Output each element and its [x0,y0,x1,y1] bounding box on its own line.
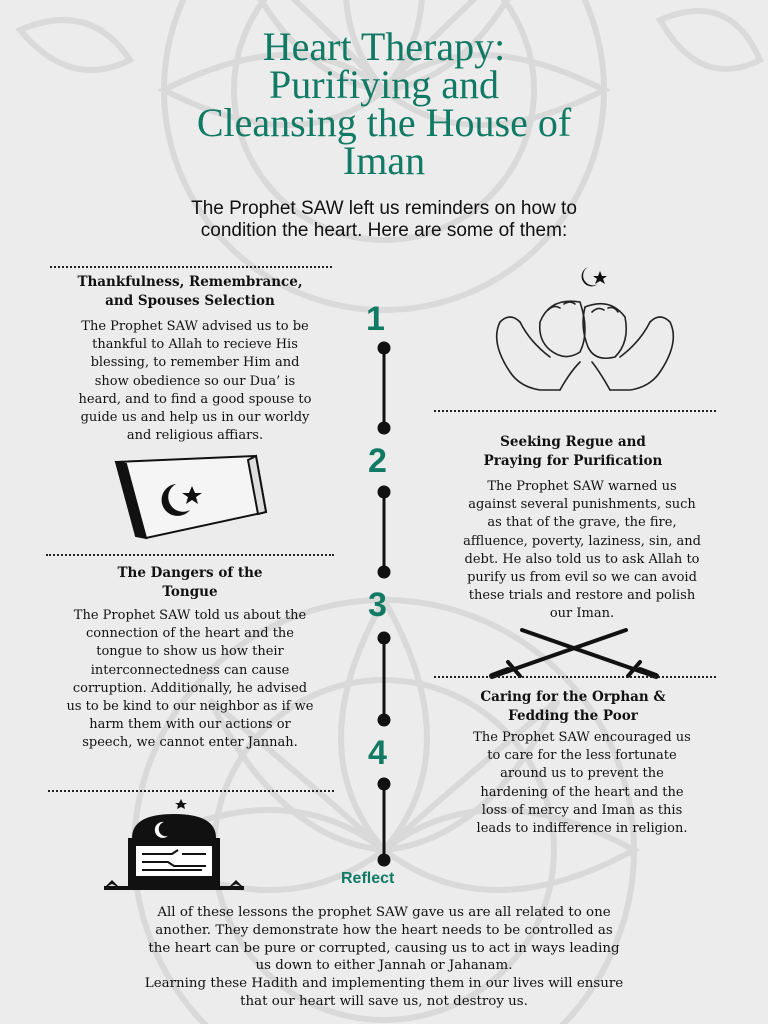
body-line: The Prophet SAW told us about the [73,608,307,623]
body-line: guide us and help us in our worldy [80,410,310,426]
body-line: us to be kind to our neighbor as if we [66,699,314,715]
intro-text [60,198,708,242]
heading-line: The Dangers of the [117,565,263,581]
reflect-line: that our heart will save us, not destroy us. [240,993,528,1009]
title-line: Iman [342,138,426,183]
divider [50,266,332,268]
step-1-heading [10,273,370,311]
body-line: corruption. Additionally, he advised [72,680,308,696]
title-line: Cleansing the House of [196,100,572,145]
intro-line: condition the heart. Here are some of them: [200,220,568,241]
step-number-1: 1 [366,300,385,338]
body-line: loss of mercy and Iman as this [481,802,683,818]
praying-hands-icon [480,262,690,402]
heading-line: Thankfulness, Remembrance, [77,274,303,290]
body-line: tongue to show us how their [96,644,284,660]
reflect-line: Learning these Hadith and implementing them in our lives will ensure [144,976,624,992]
step-number-2: 2 [368,442,387,480]
body-line: hardening of the heart and the [480,784,684,800]
heading-line: Praying for Purification [483,453,663,469]
reflect-line: the heart can be pure or corrupted, causing us to act in ways leading [148,940,620,956]
body-line: debt. He also told us to ask Allah to [464,551,700,567]
step-4-heading [400,688,746,726]
body-line: around us to prevent the [500,766,664,782]
body-line: The Prophet SAW encouraged us [473,730,691,745]
step-number-4: 4 [368,734,387,772]
heading-line: Fedding the Poor [508,708,638,724]
mosque-icon [102,792,246,896]
body-line: purify us from evil so we can avoid [467,570,697,586]
divider [46,554,334,556]
step-3-heading [10,564,370,602]
body-line: affluence, poverty, laziness, sin, and [463,533,701,549]
body-line: interconnectedness can cause [90,662,290,678]
body-line: blessing, to remember Him and [90,355,300,371]
crossed-swords-icon [486,624,662,680]
divider [434,676,716,678]
body-line: connection of the heart and the [86,626,294,642]
step-2-heading [400,433,746,471]
body-line: as that of the grave, the fire, [487,515,677,531]
body-line: heard, and to find a good spouse to [78,391,312,407]
reflect-line: another. They demonstrate how the heart needs to be controlled as [155,922,613,938]
reflect-heading: Reflect [341,870,395,887]
reflect-body [40,904,728,1011]
step-2-body [396,478,768,624]
body-line: speech, we cannot enter Jannah. [82,735,298,751]
divider [434,410,716,412]
body-line: to care for the less fortunate [487,748,677,764]
body-line: these trials and restore and polish [468,588,696,604]
body-line: thankful to Allah to recieve His [92,337,298,353]
body-line: The Prophet SAW warned us [487,479,677,494]
heading-line: Seeking Regue and [500,434,646,450]
body-line: leads to indifference in religion. [476,821,688,837]
reflect-line: All of these lessons the prophet SAW gave us are all related to one [157,905,611,920]
reflect-line: us down to either Jannah or Jahanam. [255,958,513,974]
body-line: harm them with our actions or [89,717,291,733]
step-1-body [10,318,380,445]
quran-book-icon [106,452,276,542]
body-line: our Iman. [549,606,615,622]
body-line: show obedience so our Dua’ is [94,373,296,389]
step-4-body [396,729,768,838]
body-line: The Prophet SAW advised us to be [81,319,309,334]
title-line: Heart Therapy: [262,24,506,69]
step-number-3: 3 [368,586,387,624]
page-title [60,24,708,183]
step-3-body [4,607,376,753]
body-line: against several punishments, such [468,497,696,513]
title-line: Purifiying and [269,62,499,107]
heading-line: and Spouses Selection [105,293,275,309]
intro-line: The Prophet SAW left us reminders on how to [191,198,577,219]
body-line: and religious affiars. [126,428,264,444]
heading-line: Caring for the Orphan & [480,689,666,705]
heading-line: Tongue [162,584,218,600]
